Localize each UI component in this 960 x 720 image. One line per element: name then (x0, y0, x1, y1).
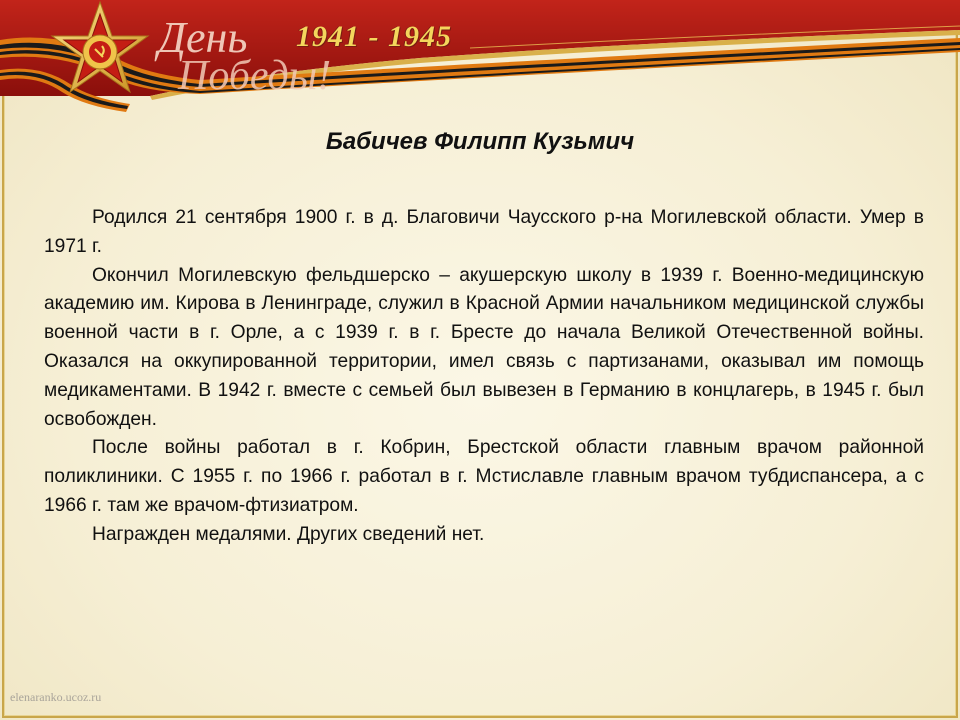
paragraph-postwar: После войны работал в г. Кобрин, Брестской области главным врачом районной поликлиники. С 1955 г. по 1966 г. работал в г. Мстиславле главным врачом тубдиспансера, а с 1966 г. там же врачом-фтизиатром. (44, 437, 924, 516)
biography-text (44, 204, 924, 550)
watermark: elenaranko.ucoz.ru (10, 690, 102, 704)
paragraph-education: Окончил Могилевскую фельдшерско – акушерскую школу в 1939 г. Военно-медицинскую академию им. Кирова в Ленинграде, служил в Красной Армии начальником медицинской службы военной части в г. Орле, а с 1939 г. в г. Бресте до начала Великой Отечественной войны. Оказался на оккупированной территории, имел связь с партизанами, оказывал им помощь медикаментами. В 1942 г. вместе с семьей был вывезен в Германию в концлагерь, в 1945 г. был освобожден. (44, 264, 924, 430)
header-banner (0, 0, 960, 120)
years-label: 1941 - 1945 (296, 20, 452, 53)
paragraph-birth: Родился 21 сентября 1900 г. в д. Благовичи Чаусского р-на Могилевской области. Умер в 1971 г. (44, 207, 924, 257)
den-word: День (158, 13, 248, 62)
pobedy-word: Победы! (178, 53, 332, 99)
page-title: Бабичев Филипп Кузьмич (325, 128, 635, 155)
paragraph-awards: Награжден медалями. Других сведений нет. (92, 523, 485, 545)
